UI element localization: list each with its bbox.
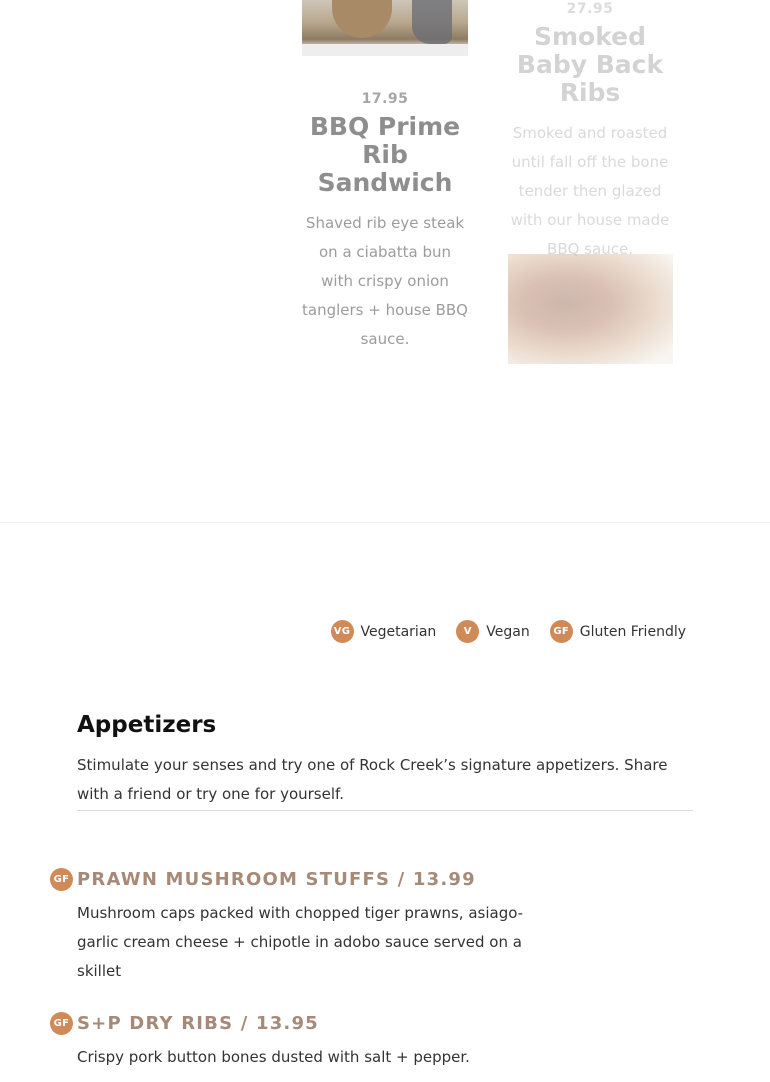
legend-label: Gluten Friendly (579, 623, 686, 640)
featured-name: BBQ Prime Rib Sandwich (309, 112, 461, 197)
vegan-badge-icon: V (456, 620, 479, 643)
menu-item-title: S+P DRY RIBS / 13.95 (77, 1013, 319, 1034)
cup-shape (412, 0, 452, 44)
menu-item-description: Mushroom caps packed with chopped tiger prawns, asiago-garlic cream cheese + chipotle in adobo sauce served on a skillet (77, 904, 524, 980)
featured-name: Smoked Baby Back Ribs (516, 22, 664, 107)
bun-shape (332, 0, 392, 38)
section-divider (0, 522, 770, 523)
menu-item-sp-dry-ribs[interactable] (50, 1012, 570, 1072)
gluten-friendly-badge-icon: GF (50, 868, 73, 891)
featured-card-ribs[interactable] (507, 1, 673, 264)
legend-item-vegetarian (331, 620, 437, 643)
legend-label: Vegetarian (360, 623, 437, 640)
section-rule (77, 810, 693, 811)
menu-item-title: PRAWN MUSHROOM STUFFS / 13.99 (77, 869, 476, 890)
plate-shape (302, 44, 468, 56)
featured-description: Smoked and roasted until fall off the bone tender then glazed with our house made BBQ sauce. (510, 124, 670, 258)
featured-card-sandwich[interactable] (302, 91, 468, 354)
featured-price: 17.95 (361, 91, 409, 107)
legend-item-vegan (456, 620, 529, 643)
menu-item-prawn-mushroom-stuffs[interactable] (50, 868, 570, 986)
smoked-baby-back-ribs-photo (508, 254, 673, 364)
gluten-friendly-badge-icon: GF (50, 1012, 73, 1035)
legend-item-gluten-friendly (550, 620, 686, 643)
bbq-prime-rib-sandwich-photo (302, 0, 468, 56)
featured-price: 27.95 (566, 1, 614, 17)
section-title: Appetizers (77, 712, 217, 738)
section-description: Stimulate your senses and try one of Rock Creek’s signature appetizers. Share with a friend or try one for yourself. (77, 756, 668, 803)
menu-item-description: Crispy pork button bones dusted with salt + pepper. (77, 1048, 470, 1066)
legend-label: Vegan (486, 623, 530, 640)
gluten-friendly-badge-icon: GF (550, 620, 573, 643)
featured-description: Shaved rib eye steak on a ciabatta bun with crispy onion tanglers + house BBQ sauce. (302, 214, 468, 348)
vegetarian-badge-icon: VG (331, 620, 354, 643)
dietary-legend (311, 620, 687, 643)
